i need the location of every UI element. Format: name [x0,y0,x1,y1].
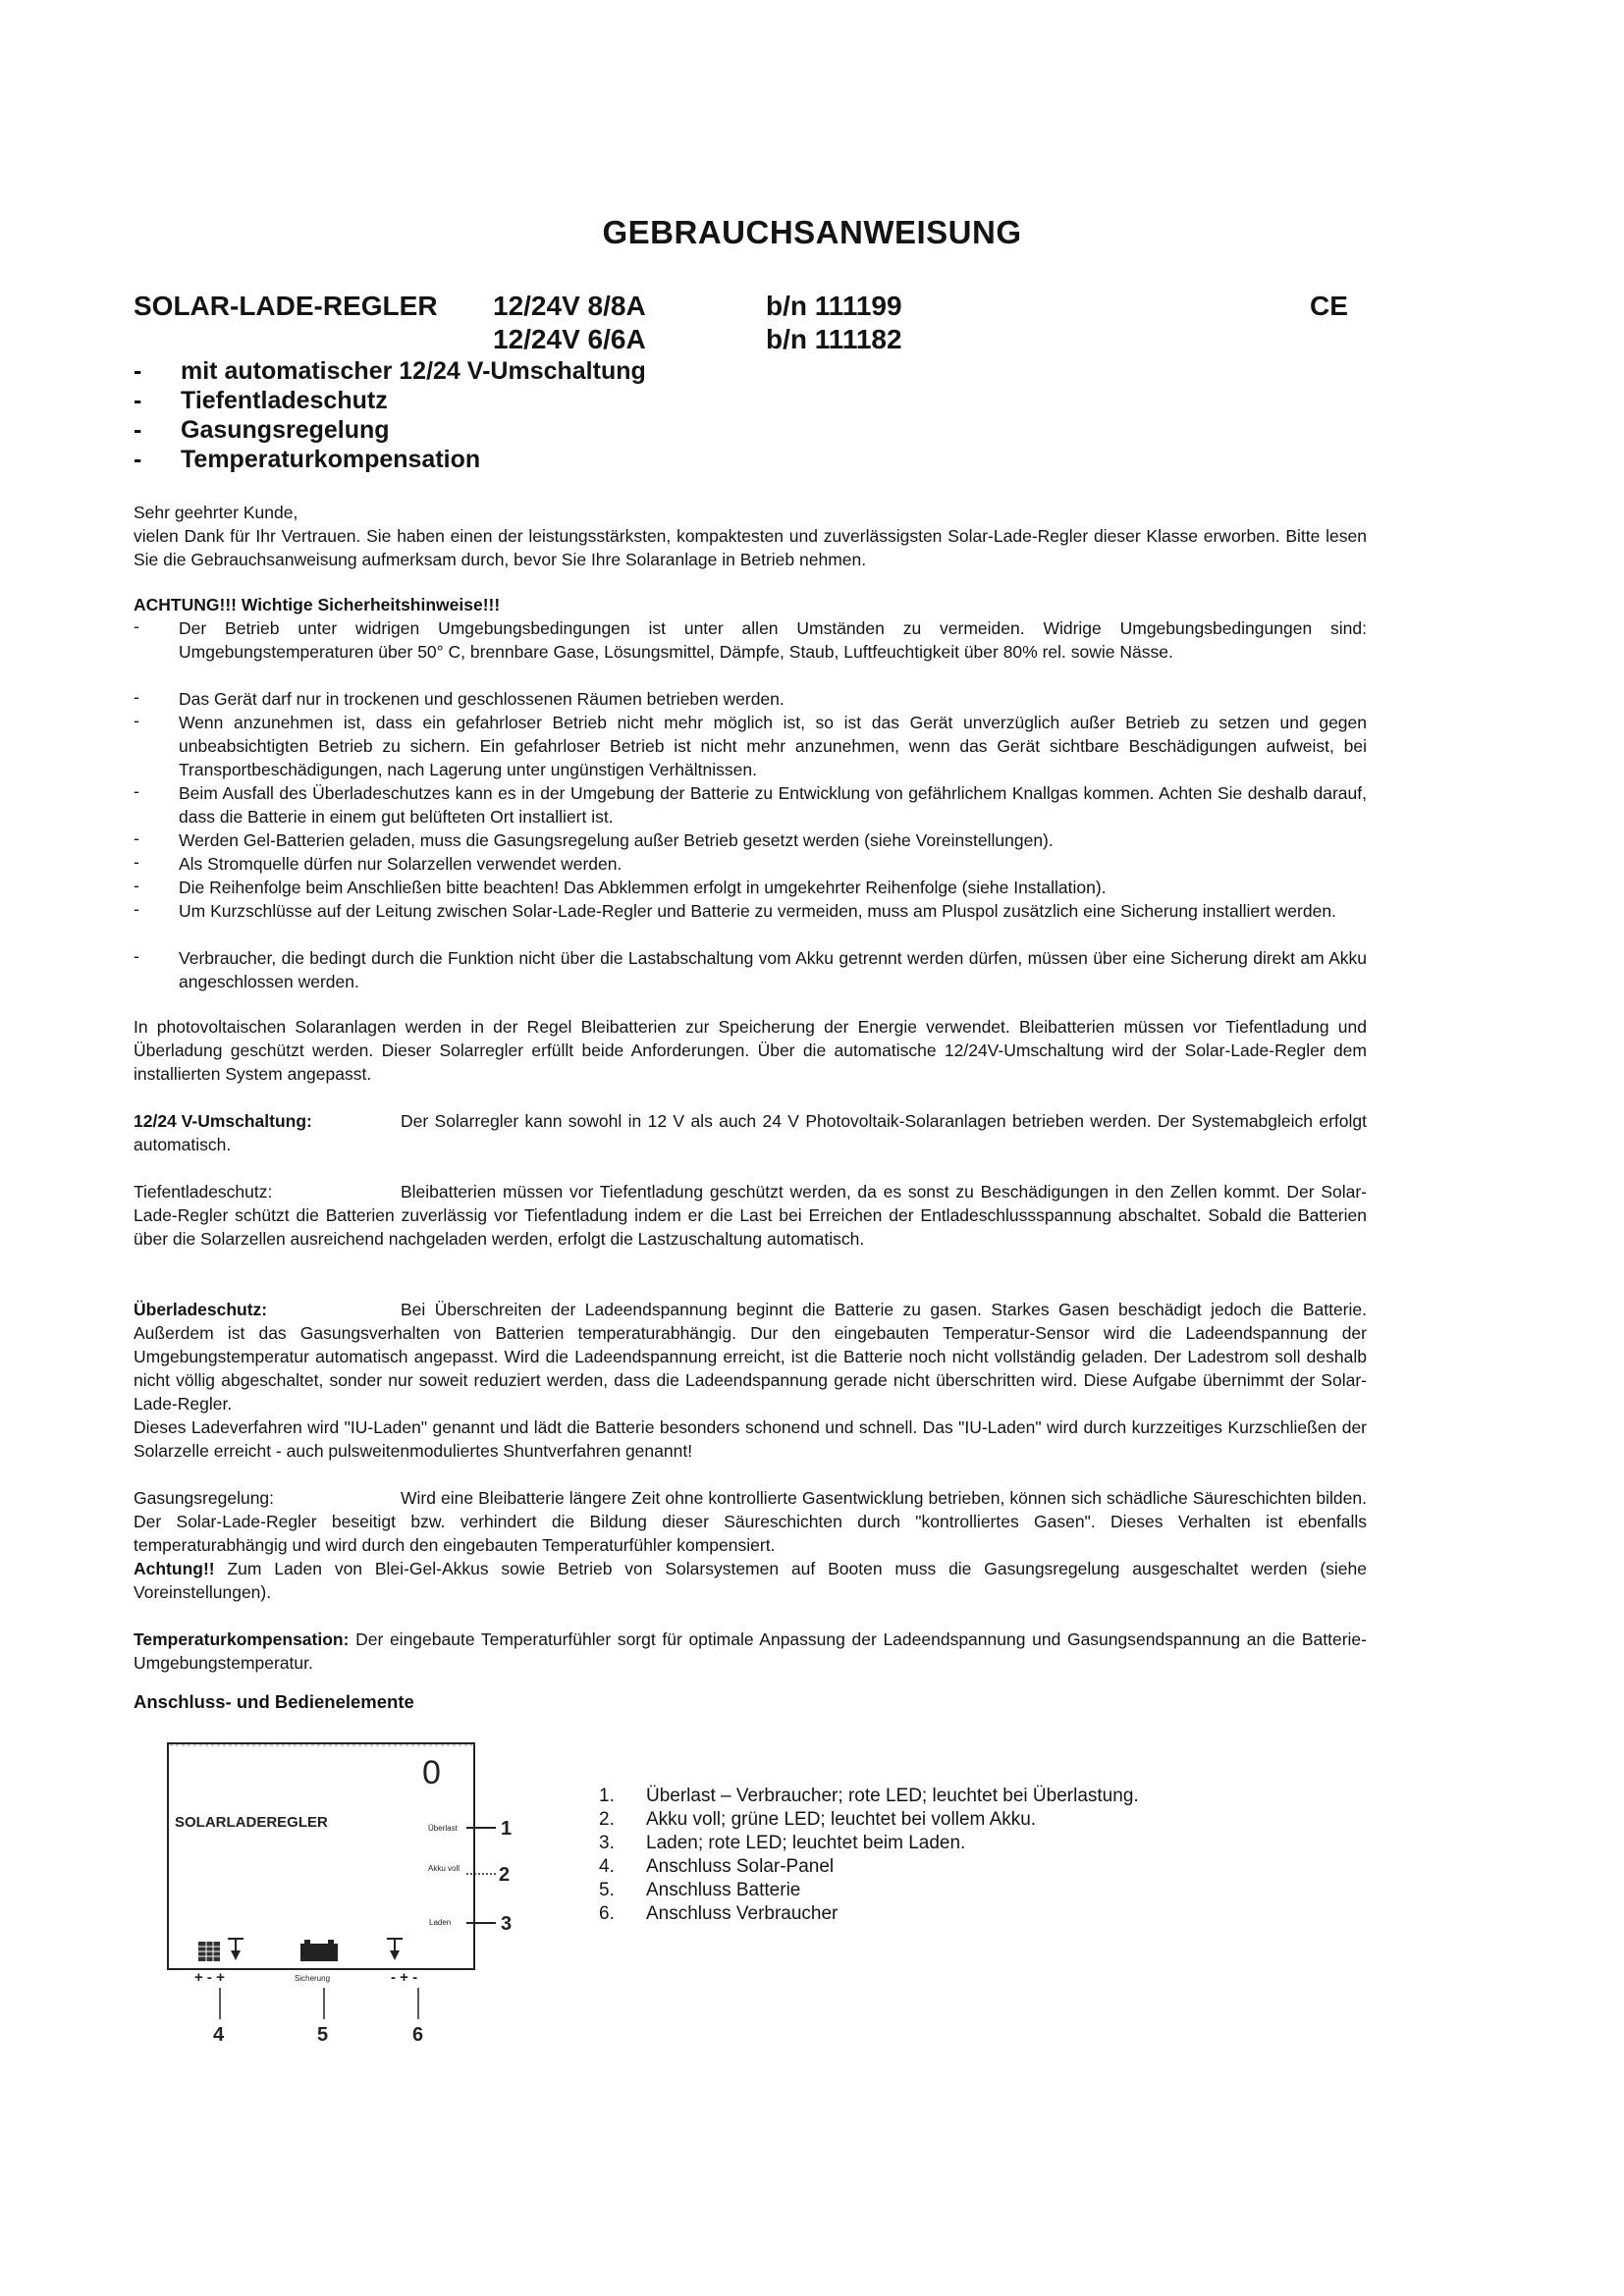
intro-text: vielen Dank für Ihr Vertrauen. Sie haben einen der leistungsstärksten, kompaktesten und zuverlässigsten Solar-Lade-Regler dieser Klasse erworben. Bitte lesen Sie die Gebrauchsanweisung aufmerksam durch, bevor Sie Ihre Solaranlage in Betrieb nehmen. [134,526,1367,569]
section-temperatur: Temperaturkompensation: Der eingebaute Temperaturfühler sorgt für optimale Anpassung der Ladeendspannung und Gasungsendspannung an die Batterie-Umgebungstemperatur. [134,1629,1367,1673]
battery-icon [300,1940,338,1961]
article-number-1: b/n 111199 [766,291,902,321]
polarity-load: - + - [391,1969,418,1986]
section-gasung-warning: Achtung!! Zum Laden von Blei-Gel-Akkus sowie Betrieb von Solarsystemen auf Booten muss die Gasungsregelung ausgeschaltet werden (siehe Voreinstellungen). [134,1559,1367,1602]
feature-item: - Gasungsregelung [134,416,390,444]
safety-heading: ACHTUNG!!! Wichtige Sicherheitshinweise!!! [134,595,501,614]
legend-item: 1. Überlast – Verbraucher; rote LED; leuchtet bei Überlastung. [599,1786,1139,1806]
led-label-charging: Laden [429,1918,452,1927]
arrow-down-icon [228,1939,244,1960]
fuse-label: Sicherung [295,1974,331,1983]
feature-item: - mit automatischer 12/24 V-Umschaltung [134,357,646,385]
legend-item: 2. Akku voll; grüne LED; leuchtet bei vollem Akku. [599,1809,1037,1830]
product-name: SOLAR-LADE-REGLER [134,291,438,321]
callout-4: 4 [213,2024,225,2046]
device-label: SOLARLADEREGLER [175,1814,328,1831]
solar-panel-icon [198,1942,220,1961]
controller-diagram [137,1723,511,2047]
led-label-battery-full: Akku voll [428,1864,460,1873]
callout-2: 2 [499,1864,511,1886]
salutation: Sehr geehrter Kunde, [134,503,298,522]
ce-mark: CE [1310,291,1348,321]
led-label-overload: Überlast [428,1824,458,1833]
feature-item: - Tiefentladeschutz [134,387,388,414]
connections-heading: Anschluss- und Bedienelemente [134,1691,414,1712]
article-number-2: b/n 111182 [766,324,902,354]
section-gasung: Gasungsregelung: Wird eine Bleibatterie längere Zeit ohne kontrollierte Gasentwicklung betrieben, können sich schädliche Säureschichten bilden. Der Solar-Lade-Regler beseitigt bzw. verhindert die Bildung dieser Säureschichten durch "kontrolliertes Gasen". Dieses Verhalten ist ebenfalls temperaturabhängig und wird durch den eingebauten Temperaturfühler kompensiert. [134,1488,1367,1555]
section-ueberladeschutz: Überladeschutz: Bei Überschreiten der Ladeendspannung beginnt die Batterie zu gasen. Starkes Gasen beschädigt jedoch die Batterie. Außerdem ist das Gasungsverhalten von Batterien temperaturabhängig. Dur den eingebauten Temperatur-Sensor wird die Ladeendspannung der Umgebungstemperatur automatisch angepasst. Wird die Ladeendspannung erreicht, ist die Batterie noch nicht vollständig geladen. Der Ladestrom soll deshalb nicht völlig abgeschaltet, sonder nur soweit reduziert werden, dass die Ladeendspannung gerade nicht überschritten wird. Diese Aufgabe übernimmt der Solar-Lade-Regler. [134,1300,1367,1414]
section-ueberladeschutz-text2: Dieses Ladeverfahren wird "IU-Laden" genannt und lädt die Batterie besonders schonend und schnell. Das "IU-Laden" wird durch kurzzeitiges Kurzschließen der Solarzelle erreicht - auch pulsweitenmoduliertes Shuntverfahren genannt! [134,1417,1367,1461]
callout-5: 5 [317,2024,329,2046]
section-umschaltung: 12/24 V-Umschaltung: Der Solarregler kann sowohl in 12 V als auch 24 V Photovoltaik-Solaranlagen betrieben werden. Der Systemabgleich erfolgt automatisch. [134,1111,1367,1154]
feature-item: - Temperaturkompensation [134,446,481,473]
callout-3: 3 [501,1913,513,1935]
callout-6: 6 [412,2024,424,2046]
legend-item: 4. Anschluss Solar-Panel [599,1856,835,1877]
callout-1: 1 [501,1818,513,1840]
polarity-solar: + - + [194,1969,225,1986]
legend-item: 5. Anschluss Batterie [599,1880,801,1900]
zero-mark: 0 [422,1754,441,1791]
product-model-1: 12/24V 8/8A [493,291,646,321]
legend-item: 3. Laden; rote LED; leuchtet beim Laden. [599,1833,966,1853]
arrow-down-icon [387,1939,403,1960]
legend-item: 6. Anschluss Verbraucher [599,1903,839,1924]
product-model-2: 12/24V 6/6A [493,324,646,354]
section-tiefentladeschutz: Tiefentladeschutz: Bleibatterien müssen vor Tiefentladung geschützt werden, da es sonst zu Beschädigungen in den Zellen kommt. Der Solar-Lade-Regler schützt die Batterien zuverlässig vor Tiefentladung indem er die Last bei Erreichen der Entladeschlussspannung abschaltet. Sobald die Batterien über die Solarzellen ausreichend nachgeladen werden, erfolgt die Lastzuschaltung automatisch. [134,1182,1367,1249]
page-title: GEBRAUCHSANWEISUNG [602,214,1022,250]
body-paragraph: In photovoltaischen Solaranlagen werden in der Regel Bleibatterien zur Speicherung der Energie verwendet. Bleibatterien müssen vor Tiefentladung und Überladung geschützt werden. Dieser Solarregler erfüllt beide Anforderungen. Über die automatische 12/24V-Umschaltung wird der Solar-Lade-Regler dem installierten System angepasst. [134,1017,1367,1084]
